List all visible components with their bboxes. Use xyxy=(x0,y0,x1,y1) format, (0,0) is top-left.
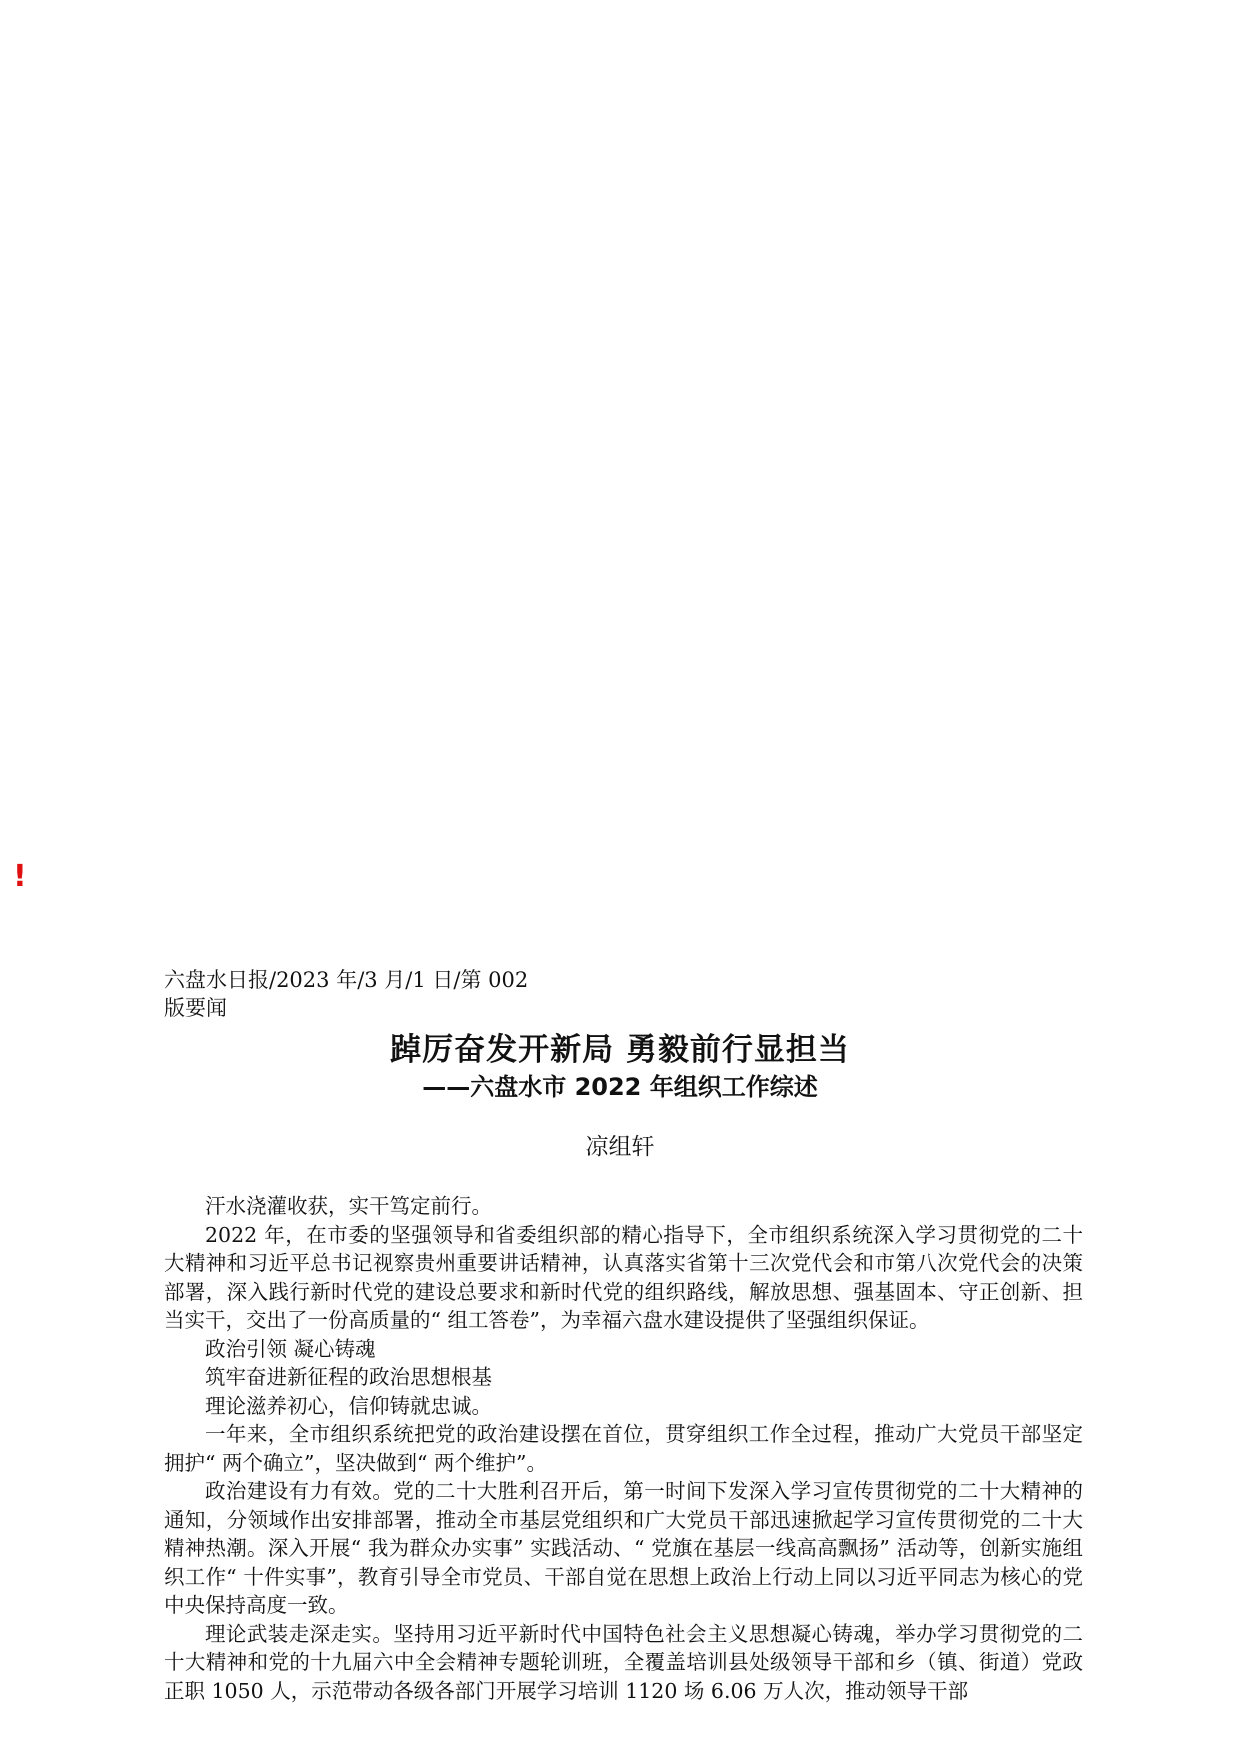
paragraph: 汗水浇灌收获，实干笃定前行。 xyxy=(205,1194,492,1218)
article-title: 踔厉奋发开新局 勇毅前行显担当 xyxy=(390,1032,850,1068)
article-meta xyxy=(164,966,528,1022)
article-author: 凉组轩 xyxy=(585,1134,655,1160)
section-heading: 政治引领 凝心铸魂 xyxy=(205,1336,376,1361)
paragraph: 理论滋养初心，信仰铸就忠诚。 xyxy=(205,1393,492,1418)
section-subheading: 筑牢奋进新征程的政治思想根基 xyxy=(205,1365,492,1389)
paragraph: 2022 年，在市委的坚强领导和省委组织部的精心指导下，全市组织系统深入学习贯彻党的二十大精神和习近平总书记视察贵州重要讲话精神，认真落实省第十三次党代会和市第八次党代会的决策部署，深入践行新时代党的建设总要求和新时代党的组织路线，解放思想、强基固本、守正创新、担当实干，交出了一份高质量的“ 组工答卷”，为幸福六盘水建设提供了坚强组织保证。 xyxy=(164,1222,1083,1332)
article-subtitle: ——六盘水市 2022 年组织工作综述 xyxy=(422,1073,818,1101)
source-line: 六盘水日报/2023 年/3 月/1 日/第 002 xyxy=(164,968,529,992)
paragraph: 理论武装走深走实。坚持用习近平新时代中国特色社会主义思想凝心铸魂，举办学习贯彻党的二十大精神和党的十九届六中全会精神专题轮训班，全覆盖培训县处级领导干部和乡（镇、街道）党政正职 1050 人，示范带动各级各部门开展学习培训 1120 场 6.06 万人次，推动领导干部 xyxy=(164,1621,1083,1703)
article-body xyxy=(164,1192,1083,1705)
paragraph: 一年来，全市组织系统把党的政治建设摆在首位，贯穿组织工作全过程，推动广大党员干部坚定拥护“ 两个确立”，坚决做到“ 两个维护”。 xyxy=(164,1422,1083,1475)
section-line: 版要闻 xyxy=(164,996,227,1020)
red-exclamation-mark: ! xyxy=(13,859,27,894)
paragraph: 政治建设有力有效。党的二十大胜利召开后，第一时间下发深入学习宣传贯彻党的二十大精神的通知，分领域作出安排部署，推动全市基层党组织和广大党员干部迅速掀起学习宣传贯彻党的二十大精神热潮。深入开展“ 我为群众办实事” 实践活动、“ 党旗在基层一线高高飘扬” 活动等，创新实施组织工作“ 十件实事”，教育引导全市党员、干部自觉在思想上政治上行动上同以习近平同志为核心的党中央保持高度一致。 xyxy=(164,1479,1083,1617)
